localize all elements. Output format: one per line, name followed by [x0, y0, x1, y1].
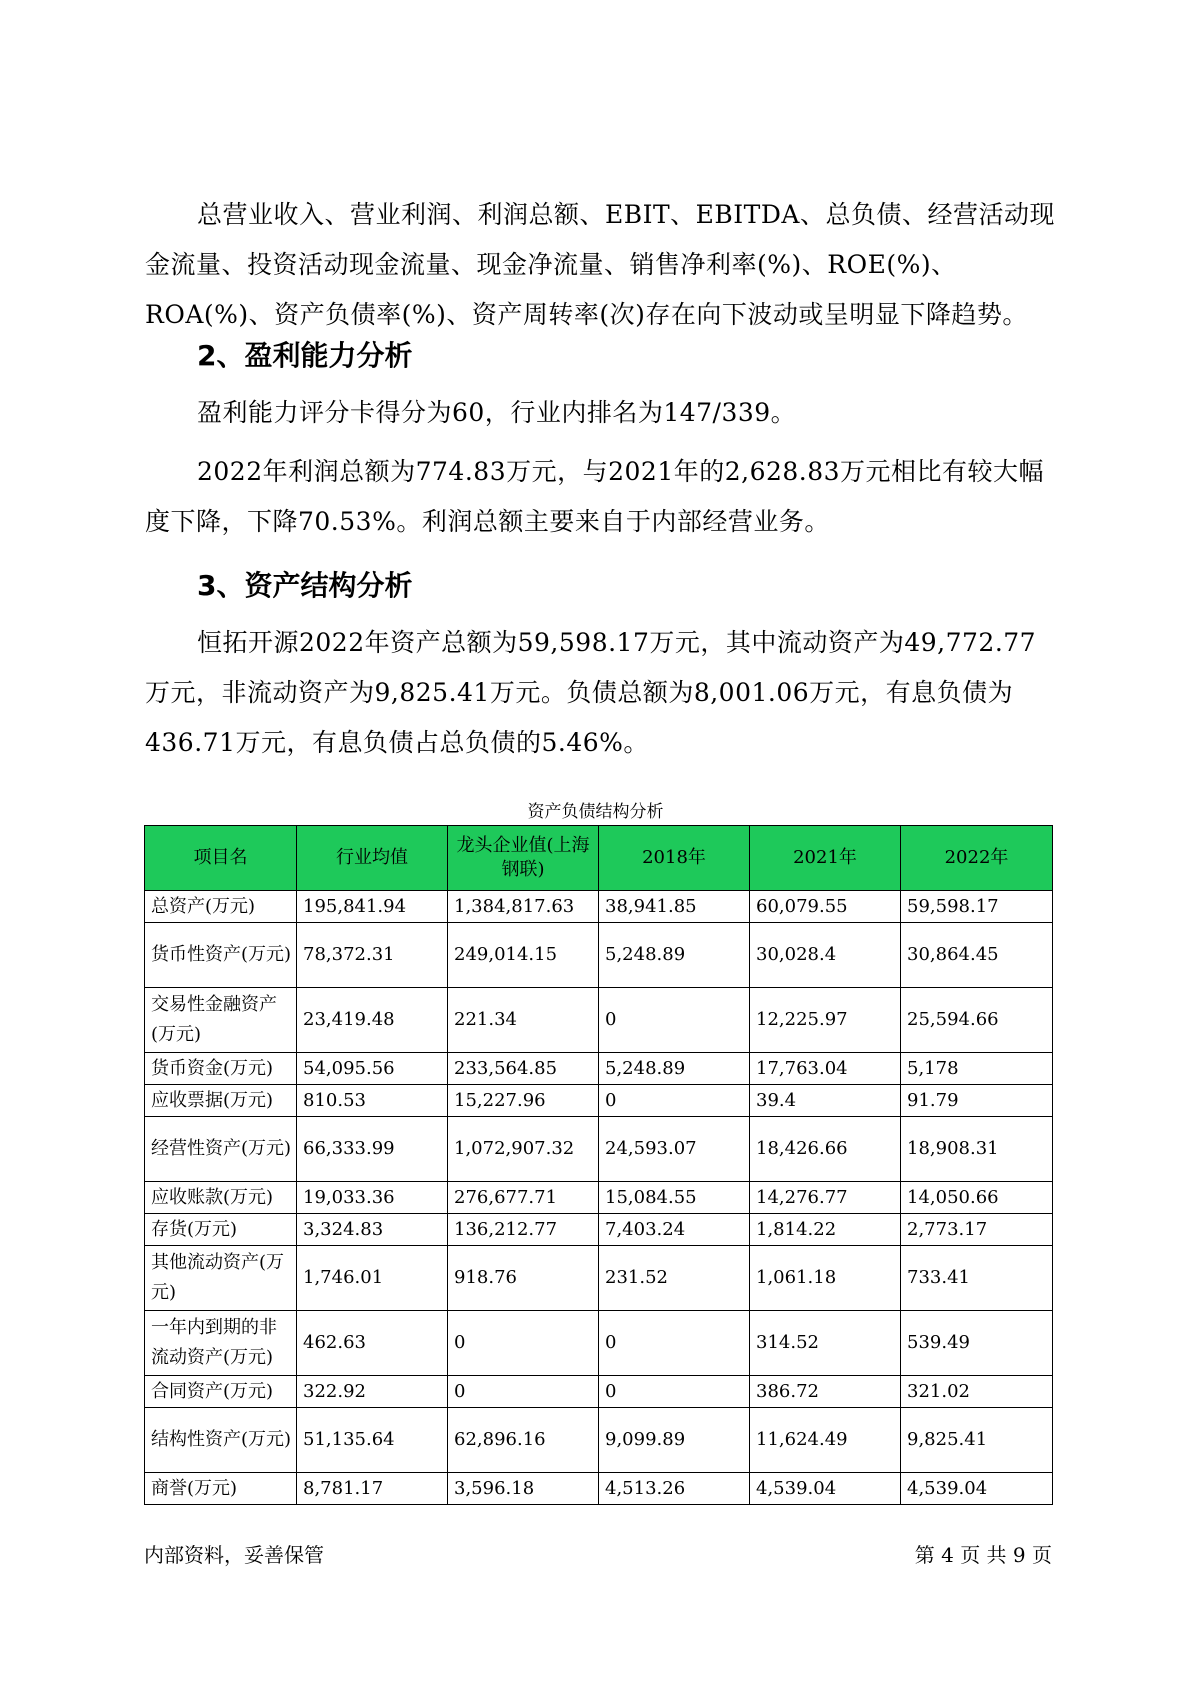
table-cell-value: 60,079.55: [750, 891, 901, 923]
table-cell-value: 249,014.15: [448, 923, 599, 988]
table-cell-item-name: 应收账款(万元): [145, 1182, 297, 1214]
table-row: [145, 1053, 1053, 1085]
table-cell-value: 321.02: [901, 1376, 1053, 1408]
table-cell-value: 1,061.18: [750, 1246, 901, 1311]
table-cell-value: 314.52: [750, 1311, 901, 1376]
table-row: [145, 891, 1053, 923]
table-cell-value: 66,333.99: [297, 1117, 448, 1182]
asset-liability-table: [144, 825, 1053, 1505]
table-cell-value: 5,248.89: [599, 1053, 750, 1085]
table-cell-value: 19,033.36: [297, 1182, 448, 1214]
table-cell-value: 0: [599, 1376, 750, 1408]
table-cell-value: 4,539.04: [750, 1473, 901, 1505]
table-header-row: [145, 826, 1053, 891]
table-cell-value: 195,841.94: [297, 891, 448, 923]
table-cell-value: 15,227.96: [448, 1085, 599, 1117]
table-cell-value: 0: [599, 1311, 750, 1376]
table-cell-value: 462.63: [297, 1311, 448, 1376]
table-cell-value: 25,594.66: [901, 988, 1053, 1053]
footer-page-number: 第 4 页 共 9 页: [914, 1543, 1052, 1567]
table-cell-value: 24,593.07: [599, 1117, 750, 1182]
table-cell-item-name: 结构性资产(万元): [145, 1408, 297, 1473]
table-cell-value: 918.76: [448, 1246, 599, 1311]
header-item-name: 项目名: [145, 826, 297, 891]
table-cell-item-name: 商誉(万元): [145, 1473, 297, 1505]
table-cell-value: 23,419.48: [297, 988, 448, 1053]
table-cell-value: 7,403.24: [599, 1214, 750, 1246]
table-cell-item-name: 存货(万元): [145, 1214, 297, 1246]
table-cell-value: 15,084.55: [599, 1182, 750, 1214]
table-row: [145, 1085, 1053, 1117]
table-cell-value: 1,072,907.32: [448, 1117, 599, 1182]
table-row: [145, 1473, 1053, 1505]
profit-total-paragraph: 2022年利润总额为774.83万元，与2021年的2,628.83万元相比有较大幅度下降，下降70.53%。利润总额主要来自于内部经营业务。: [145, 457, 1045, 536]
table-cell-value: 78,372.31: [297, 923, 448, 988]
header-2021: 2021年: [750, 826, 901, 891]
footer-confidential-note: 内部资料，妥善保管: [144, 1543, 324, 1567]
table-cell-value: 9,825.41: [901, 1408, 1053, 1473]
table-cell-value: 136,212.77: [448, 1214, 599, 1246]
table-cell-value: 0: [599, 1085, 750, 1117]
header-2018: 2018年: [599, 826, 750, 891]
table-cell-value: 59,598.17: [901, 891, 1053, 923]
section-heading-asset-structure: 3、资产结构分析: [197, 569, 413, 602]
table-cell-value: 30,028.4: [750, 923, 901, 988]
table-cell-value: 1,746.01: [297, 1246, 448, 1311]
table-row: [145, 1214, 1053, 1246]
table-row: [145, 1117, 1053, 1182]
header-leader-value: 龙头企业值(上海钢联): [448, 826, 599, 891]
table-cell-item-name: 经营性资产(万元): [145, 1117, 297, 1182]
summary-paragraph: 总营业收入、营业利润、利润总额、EBIT、EBITDA、总负债、经营活动现金流量、投资活动现金流量、现金净流量、销售净利率(%)、ROE(%)、ROA(%)、资产负债率(%)、资产周转率(次)存在向下波动或呈明显下降趋势。: [145, 200, 1055, 329]
table-row: [145, 1246, 1053, 1311]
table-cell-value: 5,178: [901, 1053, 1053, 1085]
table-cell-item-name: 货币性资产(万元): [145, 923, 297, 988]
asset-structure-paragraph: 恒拓开源2022年资产总额为59,598.17万元，其中流动资产为49,772.77万元，非流动资产为9,825.41万元。负债总额为8,001.06万元，有息负债为436.71万元，有息负债占总负债的5.46%。: [145, 628, 1037, 757]
table-cell-value: 38,941.85: [599, 891, 750, 923]
table-cell-value: 62,896.16: [448, 1408, 599, 1473]
table-cell-value: 539.49: [901, 1311, 1053, 1376]
table-cell-value: 14,050.66: [901, 1182, 1053, 1214]
table-cell-value: 0: [599, 988, 750, 1053]
table-caption: 资产负债结构分析: [527, 802, 664, 822]
table-cell-value: 8,781.17: [297, 1473, 448, 1505]
profitability-score-paragraph: 盈利能力评分卡得分为60，行业内排名为147/339。: [197, 398, 797, 427]
table-cell-value: 322.92: [297, 1376, 448, 1408]
table-cell-item-name: 合同资产(万元): [145, 1376, 297, 1408]
table-row: [145, 923, 1053, 988]
table-row: [145, 1182, 1053, 1214]
table-cell-value: 4,539.04: [901, 1473, 1053, 1505]
table-cell-value: 91.79: [901, 1085, 1053, 1117]
table-cell-item-name: 其他流动资产(万元): [145, 1246, 297, 1311]
table-cell-item-name: 应收票据(万元): [145, 1085, 297, 1117]
table-cell-value: 18,426.66: [750, 1117, 901, 1182]
table-cell-value: 9,099.89: [599, 1408, 750, 1473]
table-cell-value: 231.52: [599, 1246, 750, 1311]
table-cell-item-name: 货币资金(万元): [145, 1053, 297, 1085]
header-industry-average: 行业均值: [297, 826, 448, 891]
table-row: [145, 988, 1053, 1053]
table-cell-value: 3,324.83: [297, 1214, 448, 1246]
table-cell-value: 221.34: [448, 988, 599, 1053]
table-cell-item-name: 交易性金融资产(万元): [145, 988, 297, 1053]
table-cell-value: 51,135.64: [297, 1408, 448, 1473]
table-cell-value: 14,276.77: [750, 1182, 901, 1214]
table-cell-value: 39.4: [750, 1085, 901, 1117]
table-cell-value: 276,677.71: [448, 1182, 599, 1214]
table-cell-value: 54,095.56: [297, 1053, 448, 1085]
table-cell-value: 4,513.26: [599, 1473, 750, 1505]
table-cell-value: 17,763.04: [750, 1053, 901, 1085]
table-cell-value: 12,225.97: [750, 988, 901, 1053]
table-row: [145, 1376, 1053, 1408]
section-heading-profitability: 2、盈利能力分析: [197, 339, 413, 372]
header-2022: 2022年: [901, 826, 1053, 891]
table-cell-value: 810.53: [297, 1085, 448, 1117]
table-cell-value: 733.41: [901, 1246, 1053, 1311]
table-cell-value: 0: [448, 1311, 599, 1376]
table-row: [145, 1408, 1053, 1473]
table-cell-value: 0: [448, 1376, 599, 1408]
table-cell-item-name: 总资产(万元): [145, 891, 297, 923]
table-cell-value: 11,624.49: [750, 1408, 901, 1473]
table-cell-value: 386.72: [750, 1376, 901, 1408]
table-cell-value: 18,908.31: [901, 1117, 1053, 1182]
table-cell-value: 5,248.89: [599, 923, 750, 988]
table-cell-item-name: 一年内到期的非流动资产(万元): [145, 1311, 297, 1376]
table-cell-value: 1,814.22: [750, 1214, 901, 1246]
table-cell-value: 30,864.45: [901, 923, 1053, 988]
table-cell-value: 233,564.85: [448, 1053, 599, 1085]
table-cell-value: 1,384,817.63: [448, 891, 599, 923]
table-row: [145, 1311, 1053, 1376]
table-cell-value: 2,773.17: [901, 1214, 1053, 1246]
table-cell-value: 3,596.18: [448, 1473, 599, 1505]
